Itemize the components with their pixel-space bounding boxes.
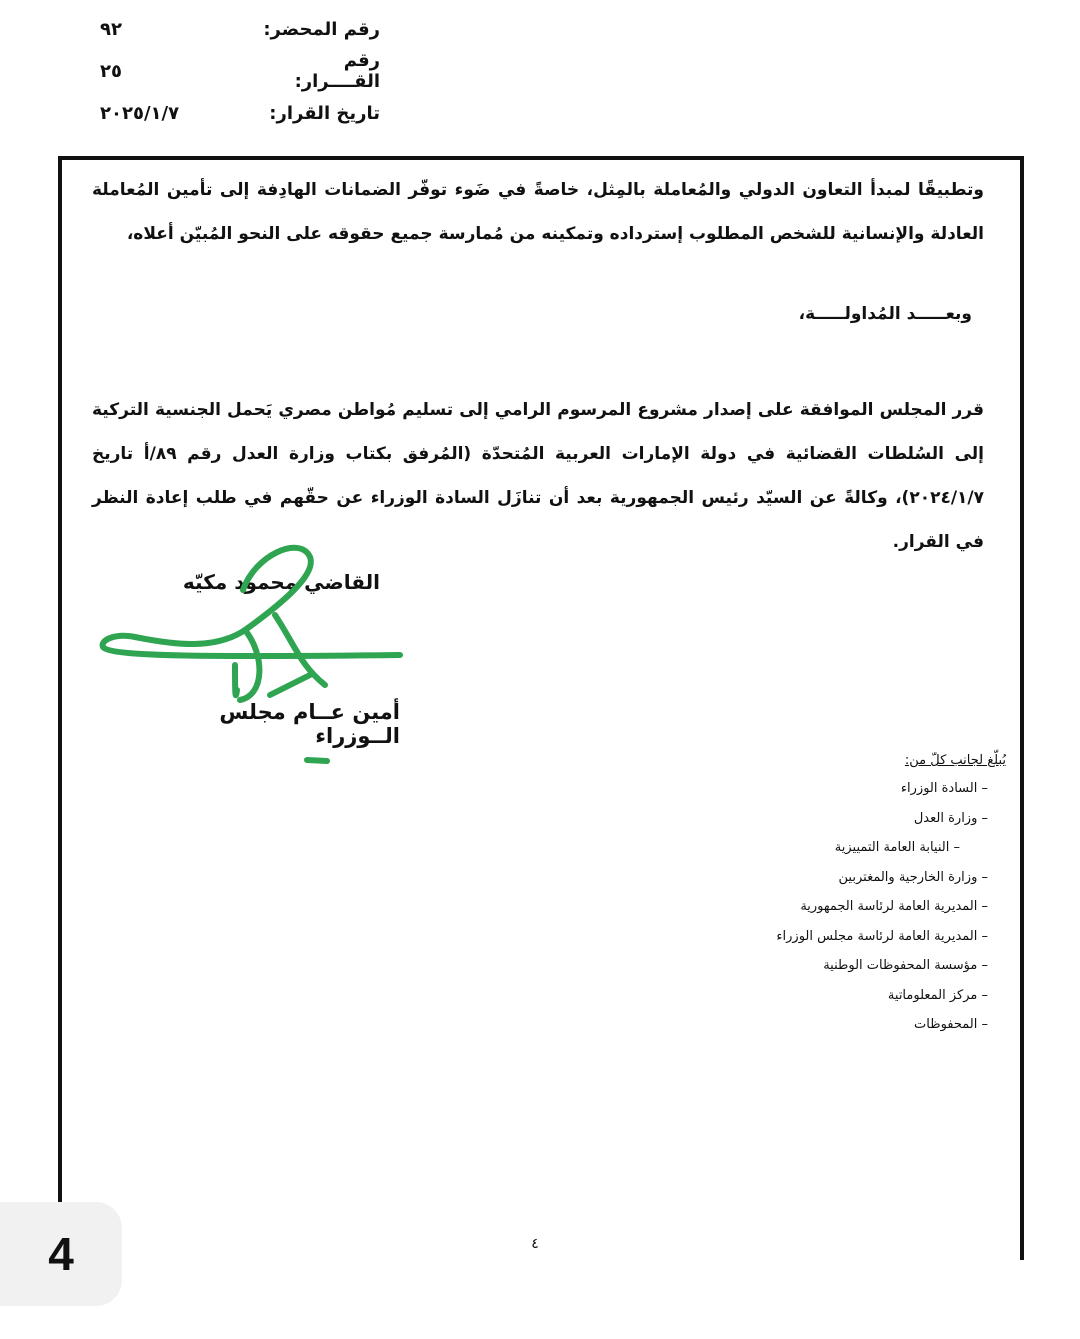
- page-badge: 4: [0, 1202, 122, 1306]
- paragraph-principle: وتطبيقًا لمبدأ التعاون الدولي والمُعاملة بالمِثل، خاصةً في ضَوء توفّر الضمانات الهادِفة إلى تأمين المُعاملة العادلة والإنسانية للشخص المطلوب إسترداده وتمكينه من مُمارسة جميع حقوقه على النحو المُبيّن أعلاه،: [92, 180, 984, 244]
- decision-date-label: تاريخ القرار:: [269, 102, 380, 124]
- signatory-title: أمين عــام مجلس الــوزراء: [219, 700, 400, 748]
- paragraph-deliberation: وبعـــــد المُداولـــــة،: [798, 304, 972, 324]
- page-number: ٤: [531, 1236, 539, 1252]
- minutes-number-row: [100, 8, 380, 50]
- distribution-item: – مؤسسة المحفوظات الوطنية: [823, 958, 988, 973]
- distribution-item: – المديرية العامة لرئاسة مجلس الوزراء: [776, 928, 988, 944]
- distribution-item: – النيابة العامة التمييزية: [834, 840, 960, 855]
- distribution-heading: يُبلّغ لجانب كلّ من:: [904, 753, 1006, 768]
- decision-date-value: ٢٠٢٥/١/٧: [100, 102, 180, 124]
- minutes-number-value: ٩٢: [100, 18, 122, 40]
- minutes-number-label: رقم المحضر:: [263, 18, 380, 40]
- decision-number-label: رقم القــــرار:: [294, 50, 380, 92]
- decision-date-row: [100, 92, 380, 134]
- frame-right-border: [1020, 156, 1024, 1260]
- distribution-item: – المديرية العامة لرئاسة الجمهورية: [800, 899, 988, 914]
- decision-text: الموافقة على إصدار مشروع المرسوم الرامي إلى تسليم مُواطن مصري يَحمل الجنسية التركية إلى السُلطات القضائية في دولة الإمارات العربية المُتحدّة (المُرفق بكتاب وزارة العدل رقم ٨٩/أ تاريخ ٢٠٢٤/١/٧)، وكالةً عن السيّد رئيس الجمهورية بعد أن تنازَل السادة الوزراء عن حقّهم في طلب إعادة النظر في القرار.: [92, 400, 984, 552]
- distribution-item: – المحفوظات: [914, 1017, 988, 1032]
- decision-number-row: [100, 50, 380, 92]
- distribution-item: – السادة الوزراء: [900, 781, 988, 796]
- distribution-item: – وزارة الخارجية والمغتربين: [838, 869, 988, 885]
- distribution-list: [700, 748, 1010, 1040]
- distribution-item: – مركز المعلوماتية: [887, 987, 988, 1003]
- decision-meta: [100, 8, 380, 134]
- frame-top-border: [58, 156, 1024, 160]
- decision-lead: قرر المجلس: [879, 400, 985, 420]
- frame-left-border: [58, 156, 62, 1260]
- distribution-items: [700, 774, 1010, 1040]
- distribution-item: – وزارة العدل: [913, 810, 988, 826]
- signatory-name: القاضي محمود مكيّه: [182, 570, 380, 594]
- decision-number-value: ٢٥: [100, 60, 122, 82]
- handwritten-signature: [95, 535, 410, 765]
